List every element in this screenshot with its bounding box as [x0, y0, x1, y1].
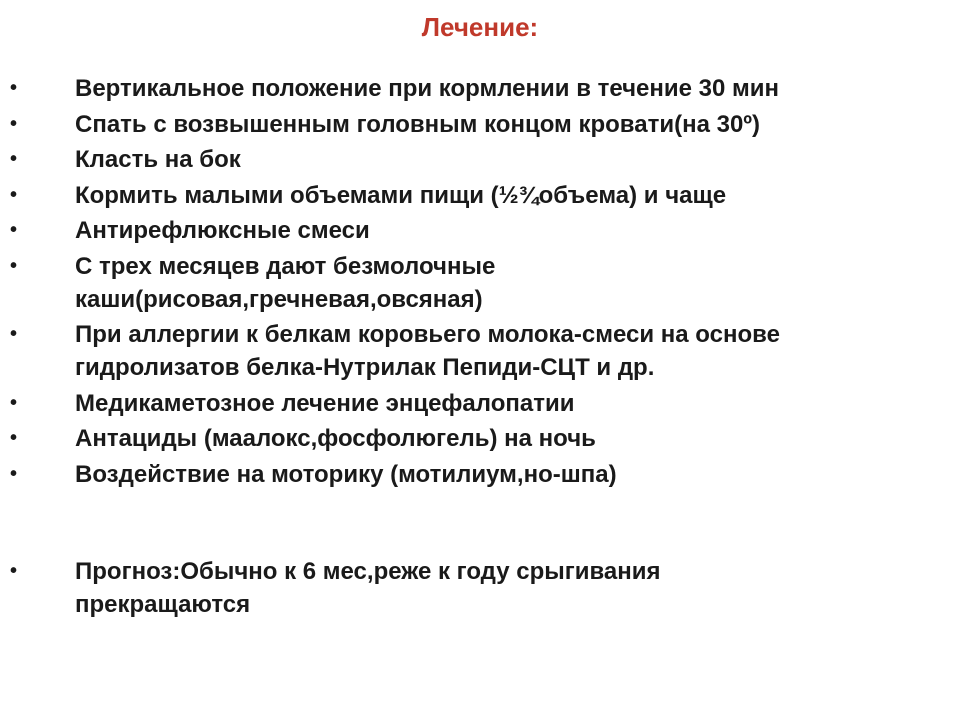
slide-title: Лечение:: [421, 12, 539, 42]
bullet-dot-icon: •: [10, 77, 18, 99]
bullet-text: Антациды (маалокс,фосфолюгель) на ночь: [75, 425, 596, 452]
bullet-item-prognosis: [0, 555, 855, 621]
bullet-dot-icon: •: [10, 219, 18, 241]
bullet-text: С трех месяцев дают безмолочные каши(рисовая,гречневая,овсяная): [75, 252, 496, 313]
bullet-text: Спать с возвышенным головным концом кровати(на 30º): [75, 110, 761, 138]
bullet-item: [0, 72, 960, 105]
bullet-item: [0, 318, 960, 384]
bullet-dot-icon: •: [10, 462, 18, 485]
bullet-dot-icon: •: [10, 112, 18, 135]
bullet-text: Кормить малыми объемами пищи (½¾объема) и чаще: [75, 181, 727, 209]
bullet-dot-icon: •: [10, 323, 18, 345]
bullet-item: [0, 250, 635, 316]
bullet-text: Прогноз:Обычно к 6 мес,реже к году срыгивания прекращаются: [75, 557, 661, 618]
bullet-item: [0, 179, 960, 212]
bullet-text: Класть на бок: [75, 146, 241, 173]
bullet-text: Воздействие на моторику (мотилиум,но-шпа): [75, 460, 617, 488]
bullet-dot-icon: •: [10, 254, 18, 277]
bullet-item: [0, 422, 960, 455]
bullet-dot-icon: •: [10, 391, 18, 414]
bullet-item: [0, 143, 960, 176]
bullet-item: [0, 387, 960, 420]
bullet-item: [0, 108, 960, 141]
bullet-list: [0, 72, 960, 623]
bullet-text: При аллергии к белкам коровьего молока-смеси на основе гидролизатов белка-Нутрилак Пепиди-СЦТ и др.: [75, 321, 780, 381]
bullet-dot-icon: •: [10, 559, 18, 582]
bullet-text: Медикаметозное лечение энцефалопатии: [75, 389, 575, 417]
bullet-text: Вертикальное положение при кормлении в течение 30 мин: [75, 75, 780, 102]
bullet-item: [0, 214, 960, 247]
bullet-dot-icon: •: [10, 148, 18, 170]
bullet-text: Антирефлюксные смеси: [75, 217, 370, 244]
bullet-dot-icon: •: [10, 183, 18, 206]
bullet-item: [0, 458, 960, 491]
bullet-dot-icon: •: [10, 427, 18, 449]
